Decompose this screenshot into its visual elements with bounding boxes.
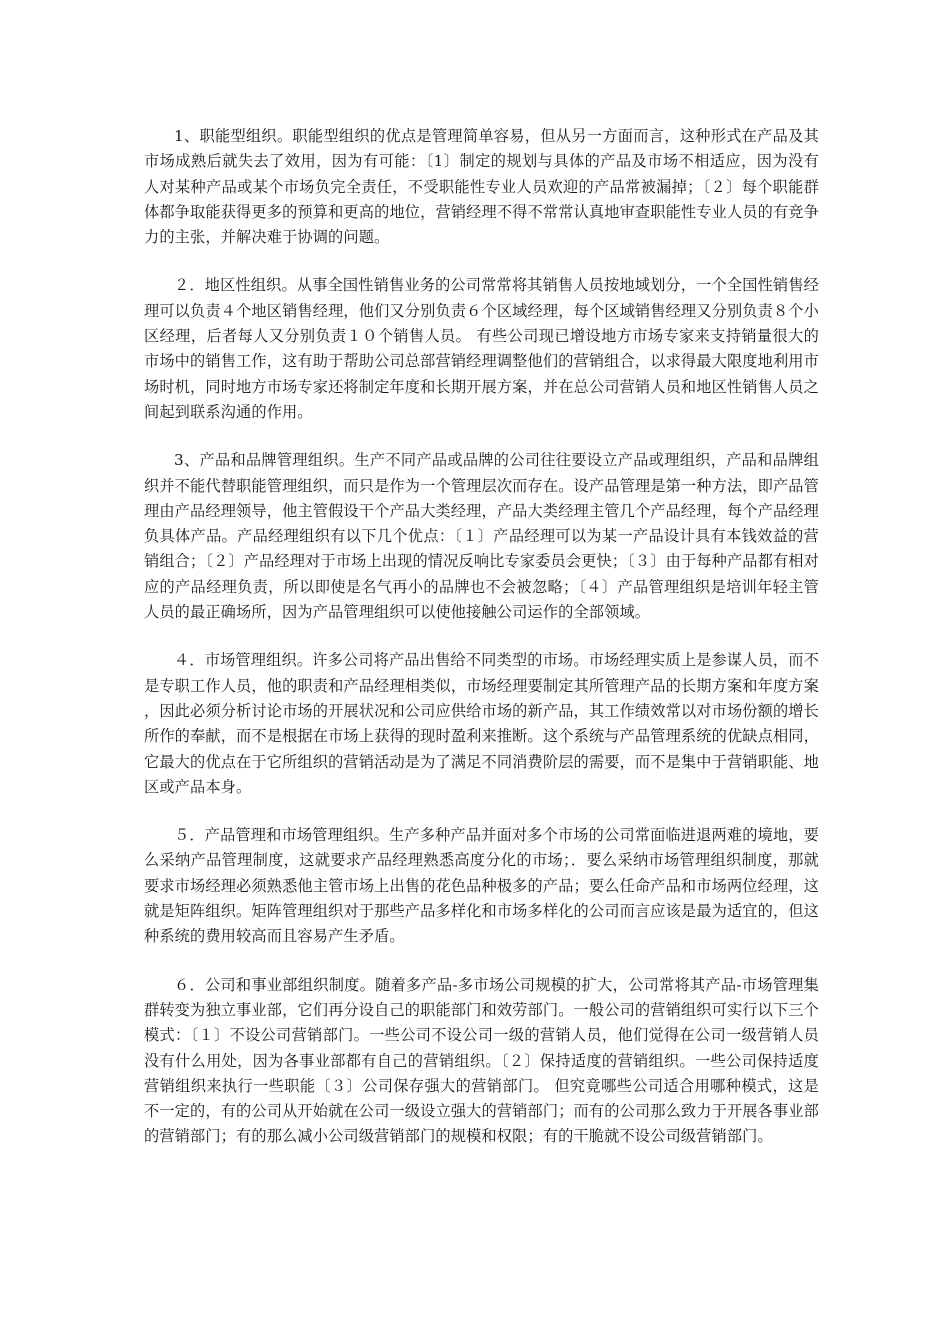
paragraph-market-management-organization: ４．市场管理组织。许多公司将产品出售给不同类型的市场。市场经理实质上是参谋人员，而不是专职工作人员，他的职责和产品经理相类似，市场经理要制定其所管理产品的长期方案和年度方案，因此必须分析讨论市场的开展状况和公司应供给市场的新产品，其工作绩效常以对市场份额的增长所作的奉献，而不是根据在市场上获得的现时盈利来推断。这个系统与产品管理系统的优缺点相同，它最大的优点在于它所组织的营销活动是为了满足不同消费阶层的需要，而不是集中于营销职能、地区或产品本身。 bbox=[144, 651, 819, 796]
paragraph-regional-organization: ２．地区性组织。从事全国性销售业务的公司常常将其销售人员按地域划分，一个全国性销售经理可以负责４个地区销售经理，他们又分别负责６个区域经理，每个区域销售经理又分别负责８个小区经理，后者每人又分别负责１０个销售人员。 有些公司现已增设地方市场专家来支持销量很大的市场中的销售工作，这有助于帮助公司总部营销经理调整他们的营销组合，以求得最大限度地利用市场时机，同时地方市场专家还将制定年度和长期开展方案，并在总公司营销人员和地区性销售人员之间起到联系沟通的作用。 bbox=[144, 276, 819, 421]
paragraph-corporate-division-organization: ６．公司和事业部组织制度。随着多产品-多市场公司规模的扩大，公司常将其产品-市场管理集群转变为独立事业部，它们再分设自己的职能部门和效劳部门。一般公司的营销组织可实行以下三个模式：〔１〕不设公司营销部门。一些公司不设公司一级的营销人员，他们觉得在公司一级营销人员没有什么用处，因为各事业部都有自己的营销组织。〔２〕保持适度的营销组织。一些公司保持适度营销组织来执行一些职能〔３〕公司保存强大的营销部门。 但究竟哪些公司适合用哪种模式，这是不一定的，有的公司从开始就在公司一级设立强大的营销部门；而有的公司那么致力于开展各事业部的营销部门；有的那么减小公司级营销部门的规模和权限；有的干脆就不设公司级营销部门。 bbox=[144, 975, 819, 1146]
document-body bbox=[144, 124, 819, 1173]
paragraph-functional-organization: 1、职能型组织。职能型组织的优点是管理简单容易，但从另一方面而言，这种形式在产品及其市场成熟后就失去了效用，因为有可能：〔1〕制定的规划与具体的产品及市场不相适应，因为没有人对某种产品或某个市场负完全责任，不受职能性专业人员欢迎的产品常被漏掉；〔２〕每个职能群体都争取能获得更多的预算和更高的地位，营销经理不得不常常认真地审查职能性专业人员的有竞争力的主张，并解决难于协调的问题。 bbox=[144, 127, 819, 247]
paragraph-product-market-management-organization: ５．产品管理和市场管理组织。生产多种产品并面对多个市场的公司常面临进退两难的境地，要么采纳产品管理制度，这就要求产品经理熟悉高度分化的市场；．要么采纳市场管理组织制度，那就要求市场经理必须熟悉他主管市场上出售的花色品种极多的产品；要么任命产品和市场两位经理，这就是矩阵组织。矩阵管理组织对于那些产品多样化和市场多样化的公司而言应该是最为适宜的，但这种系统的费用较高而且容易产生矛盾。 bbox=[144, 826, 819, 946]
paragraph-product-brand-organization: 3、产品和品牌管理组织。生产不同产品或品牌的公司往往要设立产品或理组织，产品和品牌组织并不能代替职能管理组织，而只是作为一个管理层次而存在。设产品管理是第一种方法，即产品管理由产品经理领导，他主管假设干个产品大类经理，产品大类经理主管几个产品经理，每个产品经理负具体产品。产品经理组织有以下几个优点：〔１〕产品经理可以为某一产品设计具有本钱效益的营销组合；〔２〕产品经理对于市场上出现的情况反响比专家委员会更快；〔３〕由于每种产品都有相对应的产品经理负责，所以即使是名气再小的品牌也不会被忽略；〔４〕产品管理组织是培训年轻主管人员的最正确场所，因为产品管理组织可以使他接触公司运作的全部领域。 bbox=[144, 451, 819, 622]
